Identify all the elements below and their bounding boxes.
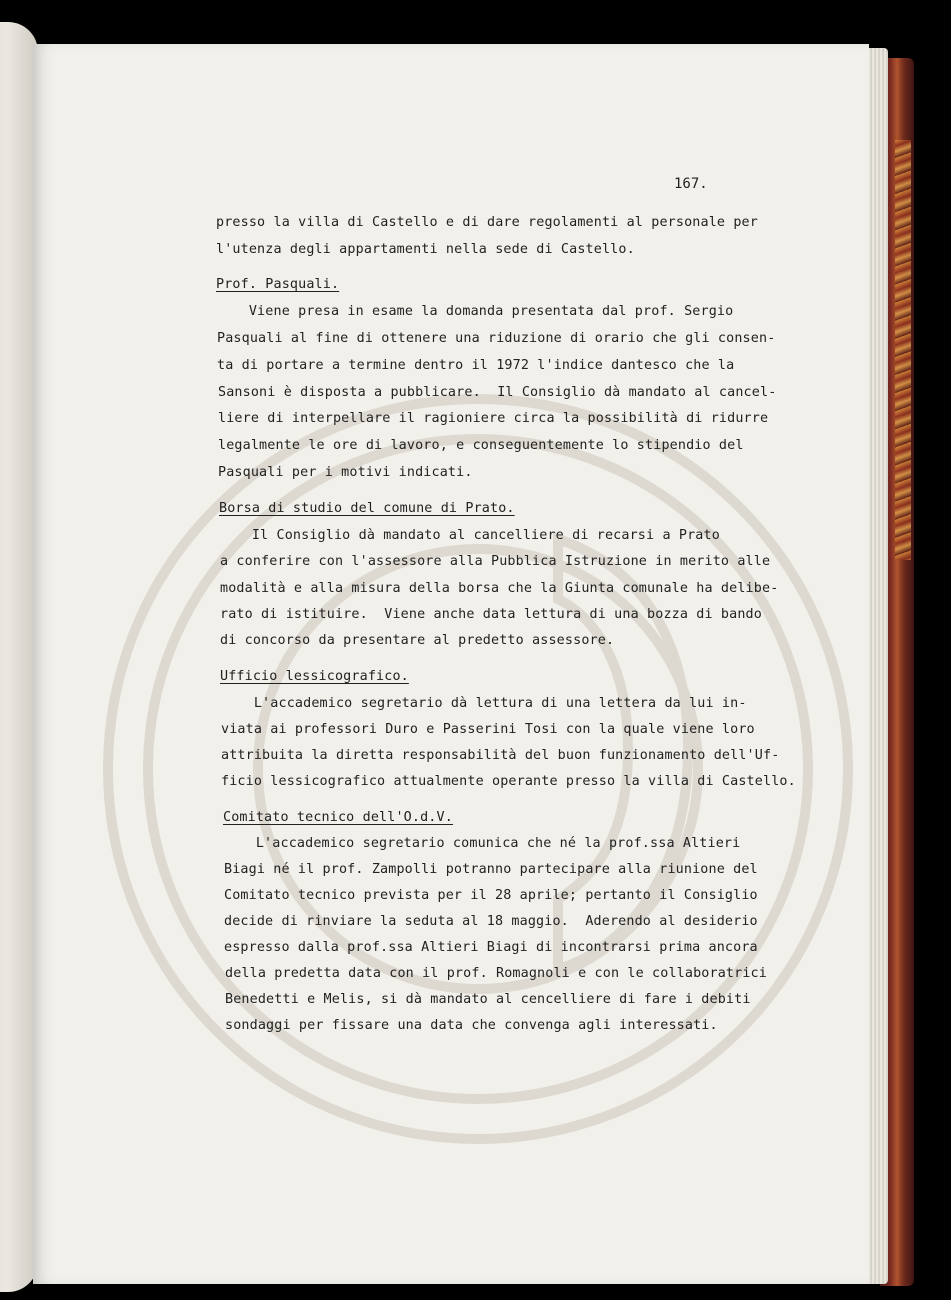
text-line: Il Consiglio dà mandato al cancelliere di recarsi a Prato xyxy=(219,528,720,543)
text-line: presso la villa di Castello e di dare regolamenti al personale per xyxy=(216,215,758,230)
text-line: Pasquali al fine di ottenere una riduzione di orario che gli consen- xyxy=(217,331,776,346)
text-line: di concorso da presentare al predetto assessore. xyxy=(220,633,615,648)
section-heading-borsa-di-studio: Borsa di studio del comune di Prato. xyxy=(219,501,515,516)
page-number: 167. xyxy=(674,176,708,192)
text-line: della predetta data con il prof. Romagnoli e con le collaboratrici xyxy=(225,966,767,981)
text-line: legalmente le ore di lavoro, e conseguentemente lo stipendio del xyxy=(218,438,744,453)
text-line: Comitato tecnico prevista per il 28 aprile; pertanto il Consiglio xyxy=(224,888,758,903)
text-line: rato di istituire. Viene anche data lettura di una bozza di bando xyxy=(220,607,762,622)
document-page xyxy=(33,44,869,1284)
text-line: ficio lessicografico attualmente operante presso la villa di Castello. xyxy=(221,774,796,789)
text-line: decide di rinviare la seduta al 18 maggio. Aderendo al desiderio xyxy=(224,914,758,929)
text-line: espresso dalla prof.ssa Altieri Biagi di incontrarsi prima ancora xyxy=(224,940,758,955)
text-line: Benedetti e Melis, si dà mandato al cencelliere di fare i debiti xyxy=(225,992,751,1007)
text-line: Biagi né il prof. Zampolli potranno partecipare alla riunione del xyxy=(224,862,758,877)
text-line: ta di portare a termine dentro il 1972 l'indice dantesco che la xyxy=(217,358,735,373)
text-line: L'accademico segretario comunica che né la prof.ssa Altieri xyxy=(223,836,741,851)
text-line: l'utenza degli appartamenti nella sede di Castello. xyxy=(216,242,635,257)
text-line: L'accademico segretario dà lettura di una lettera da lui in- xyxy=(221,696,747,711)
text-line: a conferire con l'assessore alla Pubblica Istruzione in merito alle xyxy=(220,554,771,569)
section-heading-prof-pasquali: Prof. Pasquali. xyxy=(216,277,340,292)
text-line: modalità e alla misura della borsa che la Giunta comunale ha delibe- xyxy=(220,581,779,596)
text-line: Viene presa in esame la domanda presentata dal prof. Sergio xyxy=(216,304,734,319)
section-heading-comitato-tecnico: Comitato tecnico dell'O.d.V. xyxy=(223,810,453,825)
section-heading-ufficio-lessicografico: Ufficio lessicografico. xyxy=(220,669,409,684)
text-line: Sansoni è disposta a pubblicare. Il Consiglio dà mandato al cancel- xyxy=(218,385,777,400)
text-line: Pasquali per i motivi indicati. xyxy=(218,465,473,480)
text-line: viata ai professori Duro e Passerini Tosi con la quale viene loro xyxy=(221,722,755,737)
text-line: attribuita la diretta responsabilità del buon funzionamento dell'Uf- xyxy=(221,748,780,763)
text-line: liere di interpellare il ragioniere circa la possibilità di ridurre xyxy=(218,411,769,426)
text-line: sondaggi per fissare una data che convenga agli interessati. xyxy=(225,1018,718,1033)
marbled-cover-pattern xyxy=(895,140,911,560)
